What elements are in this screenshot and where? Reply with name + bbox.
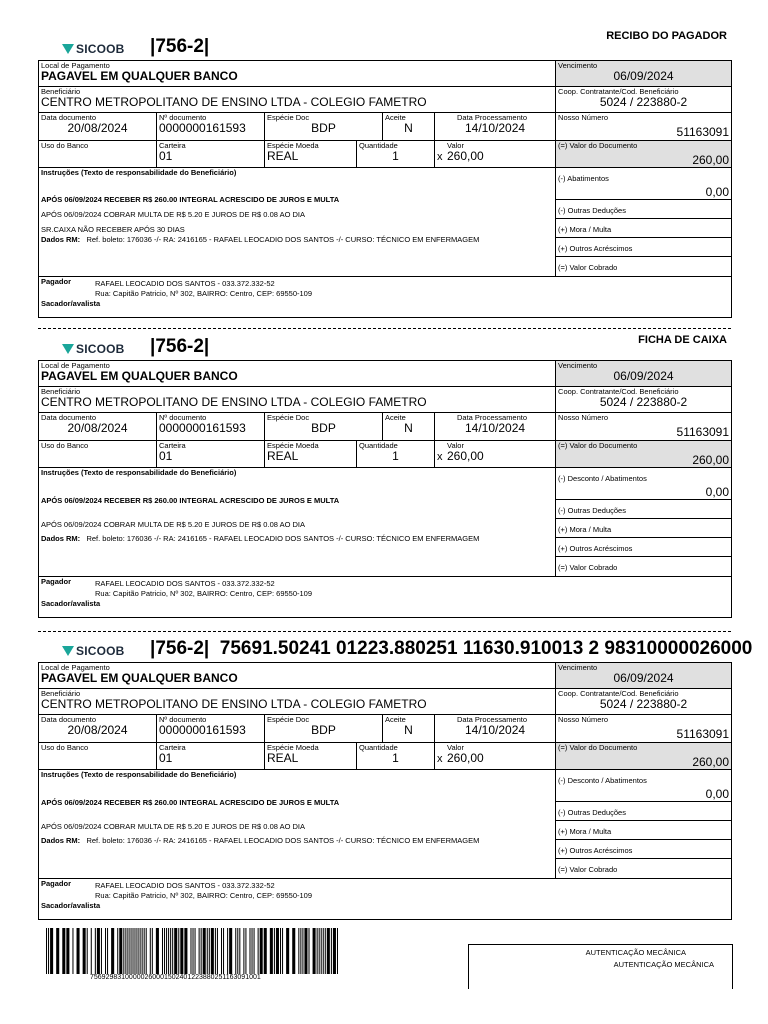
valor-value: 260,00 [447,751,484,765]
digitable-line[interactable]: 75691.50241 01223.880251 11630.910013 2 98310000026000 [219,638,753,659]
outros-acrescimos-label: (+) Outros Acréscimos [558,846,633,855]
pagador-name: RAFAEL LEOCADIO DOS SANTOS - 033.372.332-52 [95,279,275,288]
vencimento-label: Vencimento [558,361,598,370]
vencimento-value: 06/09/2024 [613,671,674,685]
barcode-bar [217,928,218,974]
barcode-bar [131,928,132,974]
barcode-bar [166,928,167,974]
barcode-bar [172,928,173,974]
aceite-label: Aceite [385,413,406,422]
sacador-label: Sacador/avalista [41,901,101,910]
especie-moeda-value: REAL [267,751,299,765]
outras-deducoes-label: (-) Outras Deduções [558,206,626,215]
barcode-bar [209,928,210,974]
barcode-bar [258,928,259,974]
receipt-table [38,60,732,318]
beneficiario-label: Beneficiário [41,689,81,698]
barcode-bar [138,928,139,974]
quantidade-value: 1 [392,751,399,765]
barcode-bar [87,928,88,974]
barcode-bar [133,928,134,974]
especie-moeda-label: Espécie Moeda [267,743,319,752]
pagador-label: Pagador [41,879,72,888]
barcode-bar [77,928,80,974]
instrucoes-label: Instruções (Texto de responsabilidade do Beneficiário) [41,770,237,779]
barcode-bar [239,928,240,974]
carteira-label: Carteira [159,441,186,450]
barcode-bar [142,928,143,974]
instr-line1: APÓS 06/09/2024 RECEBER R$ 260.00 INTEGRAL ACRESCIDO DE JUROS E MULTA [41,195,340,204]
valor-doc-value: 260,00 [692,755,730,769]
barcode-bar [66,928,69,974]
barcode-bar [308,928,309,974]
cut-line [38,631,731,632]
receipt-title: RECIBO DO PAGADOR [606,30,727,42]
quantidade-value: 1 [392,449,399,463]
instr-line1: APÓS 06/09/2024 RECEBER R$ 260.00 INTEGRAL ACRESCIDO DE JUROS E MULTA [41,798,340,807]
data-proc-label: Data Processamento [457,413,528,422]
valor-doc-label: (=) Valor do Documento [558,743,638,752]
local-label: Local de Pagamento [41,663,110,672]
barcode-bar [302,928,303,974]
barcode-number: 75692983100000260001502401223880251163091001 [90,974,261,981]
barcode-bar [325,928,326,974]
instr-line2: APÓS 06/09/2024 COBRAR MULTA DE R$ 5.20 E JUROS DE R$ 0.08 AO DIA [41,210,305,219]
nosso-numero-label: Nosso Número [558,413,609,422]
barcode-bar [199,928,200,974]
barcode-bar [274,928,275,974]
barcode-bar [304,928,307,974]
local-value: PAGAVEL EM QUALQUER BANCO [41,69,238,83]
data-proc-value: 14/10/2024 [464,421,526,435]
pagador-address: Rua: Capitão Patricio, Nº 302, BAIRRO: Centro, CEP: 69550-109 [95,589,313,598]
data-doc-value: 20/08/2024 [67,723,128,737]
barcode-bar [105,928,106,974]
beneficiario-label: Beneficiário [41,87,81,96]
num-doc-label: Nº documento [159,113,207,122]
carteira-label: Carteira [159,141,186,150]
coop-label: Coop. Contratante/Cod. Beneficiário [558,689,679,698]
data-doc-value: 20/08/2024 [67,121,128,135]
data-doc-value: 20/08/2024 [67,421,128,435]
barcode-bar [107,928,108,974]
especie-doc-value: BDP [311,723,336,737]
x-mark: x [437,451,443,463]
barcode-bar [260,928,263,974]
especie-moeda-label: Espécie Moeda [267,441,319,450]
carteira-value: 01 [159,149,173,163]
dados-rm-value: Ref. boleto: 176036 -/- RA: 2416165 - RAFAEL LEOCADIO DOS SANTOS -/- CURSO: TÉCNICO EM ENFERMAGEM [86,534,480,543]
outras-deducoes-label: (-) Outras Deduções [558,506,626,515]
valor-value: 260,00 [447,449,484,463]
barcode-bar [252,928,253,974]
barcode-bar [190,928,191,974]
data-proc-label: Data Processamento [457,715,528,724]
vencimento-label: Vencimento [558,663,598,672]
barcode-bar [119,928,122,974]
dados-rm-value: Ref. boleto: 176036 -/- RA: 2416165 - RAFAEL LEOCADIO DOS SANTOS -/- CURSO: TÉCNICO EM ENFERMAGEM [86,836,480,845]
dados-rm-value: Ref. boleto: 176036 -/- RA: 2416165 - RAFAEL LEOCADIO DOS SANTOS -/- CURSO: TÉCNICO EM ENFERMAGEM [86,235,480,244]
barcode-bar [223,928,224,974]
barcode-bar [62,928,65,974]
barcode-bar [156,928,159,974]
x-mark: x [437,753,443,765]
carteira-value: 01 [159,449,173,463]
dados-rm-label: Dados RM: [41,235,81,244]
instrucoes-label: Instruções (Texto de responsabilidade do Beneficiário) [41,468,237,477]
carteira-label: Carteira [159,743,186,752]
pagador-label: Pagador [41,277,72,286]
barcode-bar [178,928,179,974]
nosso-numero-label: Nosso Número [558,715,609,724]
bank-code: |756-2| [150,336,210,357]
desconto-abat-label: (-) Desconto / Abatimentos [558,474,647,483]
aceite-value: N [404,723,413,737]
cut-line [38,328,731,329]
barcode-bar [270,928,273,974]
barcode-bar [144,928,145,974]
sacador-label: Sacador/avalista [41,299,101,308]
barcode-bar [215,928,216,974]
barcode-bar [300,928,301,974]
especie-doc-value: BDP [311,421,336,435]
sicoob-logo: SICOOB [62,644,125,658]
sicoob-logo-icon [62,344,74,354]
abatimentos-value: 0,00 [705,485,730,499]
valor-label: Valor [447,141,464,150]
barcode-bar [203,928,206,974]
barcode-bar [211,928,214,974]
especie-moeda-label: Espécie Moeda [267,141,319,150]
pagador-name: RAFAEL LEOCADIO DOS SANTOS - 033.372.332-52 [95,579,275,588]
barcode-bar [97,928,100,974]
aceite-label: Aceite [385,113,406,122]
auth-box [468,944,733,989]
num-doc-value: 0000000161593 [159,121,246,135]
data-proc-value: 14/10/2024 [464,723,526,737]
abatimentos-label: (-) Abatimentos [558,174,609,183]
cashier-section [38,336,731,618]
especie-doc-label: Espécie Doc [267,113,310,122]
barcode-bar [333,928,336,974]
barcode-bar [117,928,118,974]
valor-cobrado-label: (=) Valor Cobrado [558,263,618,272]
barcode-bar [292,928,295,974]
carteira-value: 01 [159,751,173,765]
uso-banco-label: Uso do Banco [41,743,89,752]
mora-label: (+) Mora / Multa [558,525,612,534]
dados-rm-label: Dados RM: [41,534,81,543]
barcode-bar [243,928,244,974]
barcode-bar [229,928,232,974]
barcode-bar [321,928,322,974]
sicoob-logo-icon [62,44,74,54]
bank-code: |756-2| [150,36,210,57]
sicoob-logo: SICOOB [62,42,125,56]
barcode-bar [193,928,194,974]
instr-line1: APÓS 06/09/2024 RECEBER R$ 260.00 INTEGRAL ACRESCIDO DE JUROS E MULTA [41,496,340,505]
valor-cobrado-label: (=) Valor Cobrado [558,865,618,874]
barcode-bar [245,928,246,974]
data-doc-label: Data documento [41,113,97,122]
barcode-bar [50,928,53,974]
num-doc-label: Nº documento [159,715,207,724]
barcode-bar [129,928,130,974]
barcode-bar [331,928,332,974]
data-doc-label: Data documento [41,413,97,422]
especie-moeda-value: REAL [267,449,299,463]
especie-doc-value: BDP [311,121,336,135]
beneficiario-label: Beneficiário [41,387,81,396]
auth-label-1: AUTENTICAÇÃO MECÂNICA [585,948,686,957]
pagador-label: Pagador [41,577,72,586]
barcode-bar [174,928,177,974]
barcode-bar [298,928,299,974]
x-mark: x [437,151,443,163]
num-doc-value: 0000000161593 [159,723,246,737]
local-value: PAGAVEL EM QUALQUER BANCO [41,369,238,383]
especie-doc-label: Espécie Doc [267,413,310,422]
local-label: Local de Pagamento [41,61,110,70]
dados-rm-label: Dados RM: [41,836,81,845]
num-doc-value: 0000000161593 [159,421,246,435]
sacador-label: Sacador/avalista [41,599,101,608]
outros-acrescimos-label: (+) Outros Acréscimos [558,244,633,253]
especie-doc-label: Espécie Doc [267,715,310,724]
barcode-bar [180,928,183,974]
local-value: PAGAVEL EM QUALQUER BANCO [41,671,238,685]
barcode-bar [184,928,187,974]
mora-label: (+) Mora / Multa [558,827,612,836]
nosso-numero-value: 51163091 [676,125,730,139]
barcode-bar [95,928,96,974]
barcode-bar [323,928,324,974]
barcode-bar [140,928,141,974]
barcode [46,928,338,974]
num-doc-label: Nº documento [159,413,207,422]
nosso-numero-value: 51163091 [676,727,730,741]
data-proc-label: Data Processamento [457,113,528,122]
instr-line3: SR.CAIXA NÃO RECEBER APÓS 30 DIAS [41,225,185,234]
barcode-bar [101,928,102,974]
barcode-bar [201,928,202,974]
instr-line2: APÓS 06/09/2024 COBRAR MULTA DE R$ 5.20 E JUROS DE R$ 0.08 AO DIA [41,822,305,831]
coop-value: 5024 / 223880-2 [599,95,688,109]
pagador-name: RAFAEL LEOCADIO DOS SANTOS - 033.372.332-52 [95,881,275,890]
quantidade-value: 1 [392,149,399,163]
nosso-numero-label: Nosso Número [558,113,609,122]
barcode-bar [327,928,330,974]
aceite-label: Aceite [385,715,406,724]
barcode-bar [91,928,92,974]
abatimentos-value: 0,00 [705,787,730,801]
cashier-title: FICHA DE CAIXA [638,334,727,346]
vencimento-value: 06/09/2024 [613,369,674,383]
instrucoes-label: Instruções (Texto de responsabilidade do Beneficiário) [41,168,237,177]
barcode-bar [56,928,59,974]
desconto-abat-label: (-) Desconto / Abatimentos [558,776,647,785]
sicoob-logo-icon [62,646,74,656]
barcode-bar [83,928,86,974]
pagador-address: Rua: Capitão Patricio, Nº 302, BAIRRO: Centro, CEP: 69550-109 [95,891,313,900]
quantidade-label: Quantidade [359,743,398,752]
barcode-bar [254,928,255,974]
valor-doc-value: 260,00 [692,453,730,467]
cashier-table [38,360,732,618]
compensation-section [38,638,753,920]
valor-doc-label: (=) Valor do Documento [558,441,638,450]
outras-deducoes-label: (-) Outras Deduções [558,808,626,817]
barcode-bar [48,928,49,974]
nosso-numero-value: 51163091 [676,425,730,439]
vencimento-value: 06/09/2024 [613,69,674,83]
mora-label: (+) Mora / Multa [558,225,612,234]
uso-banco-label: Uso do Banco [41,441,89,450]
aceite-value: N [404,121,413,135]
coop-label: Coop. Contratante/Cod. Beneficiário [558,387,679,396]
barcode-bar [72,928,73,974]
data-proc-value: 14/10/2024 [464,121,526,135]
barcode-bar [235,928,236,974]
auth-label-2: AUTENTICAÇÃO MECÂNICA [613,960,714,969]
coop-value: 5024 / 223880-2 [599,395,688,409]
barcode-bar [282,928,283,974]
barcode-bar [170,928,171,974]
instr-line2: APÓS 06/09/2024 COBRAR MULTA DE R$ 5.20 E JUROS DE R$ 0.08 AO DIA [41,520,305,529]
barcode-bar [127,928,128,974]
barcode-bar [123,928,124,974]
quantidade-label: Quantidade [359,141,398,150]
valor-label: Valor [447,441,464,450]
barcode-bar [237,928,238,974]
bank-code-digitable-line [150,638,752,660]
barcode-bar [286,928,289,974]
valor-value: 260,00 [447,149,484,163]
vencimento-label: Vencimento [558,61,598,70]
beneficiario-value: CENTRO METROPOLITANO DE ENSINO LTDA - COLEGIO FAMETRO [41,697,427,711]
beneficiario-value: CENTRO METROPOLITANO DE ENSINO LTDA - COLEGIO FAMETRO [41,395,427,409]
barcode-bar [164,928,165,974]
compensation-table [38,662,732,920]
sicoob-logo: SICOOB [62,342,125,356]
valor-doc-value: 260,00 [692,153,730,167]
barcode-bar [317,928,318,974]
data-doc-label: Data documento [41,715,97,724]
barcode-bar [168,928,169,974]
barcode-bar [125,928,126,974]
barcode-bar [195,928,196,974]
receipt-section [38,30,731,318]
especie-moeda-value: REAL [267,149,299,163]
beneficiario-value: CENTRO METROPOLITANO DE ENSINO LTDA - COLEGIO FAMETRO [41,95,427,109]
barcode-bar [249,928,250,974]
uso-banco-label: Uso do Banco [41,141,89,150]
valor-label: Valor [447,743,464,752]
barcode-bar [276,928,279,974]
barcode-bar [162,928,163,974]
coop-label: Coop. Contratante/Cod. Beneficiário [558,87,679,96]
bank-code: |756-2| [150,638,210,659]
valor-cobrado-label: (=) Valor Cobrado [558,563,618,572]
outros-acrescimos-label: (+) Outros Acréscimos [558,544,633,553]
barcode-bar [111,928,114,974]
barcode-bar [152,928,153,974]
barcode-bar [146,928,147,974]
coop-value: 5024 / 223880-2 [599,697,688,711]
barcode-bar [46,928,47,974]
barcode-bar [264,928,267,974]
barcode-bar [319,928,320,974]
quantidade-label: Quantidade [359,441,398,450]
aceite-value: N [404,421,413,435]
barcode-bar [207,928,208,974]
abatimentos-value: 0,00 [705,185,730,199]
local-label: Local de Pagamento [41,361,110,370]
barcode-bar [221,928,222,974]
barcode-bar [280,928,281,974]
barcode-bar [136,928,137,974]
barcode-bar [313,928,316,974]
valor-doc-label: (=) Valor do Documento [558,141,638,150]
pagador-address: Rua: Capitão Patricio, Nº 302, BAIRRO: Centro, CEP: 69550-109 [95,289,313,298]
barcode-bar [150,928,151,974]
barcode-bar [337,928,338,974]
barcode-bar [227,928,228,974]
